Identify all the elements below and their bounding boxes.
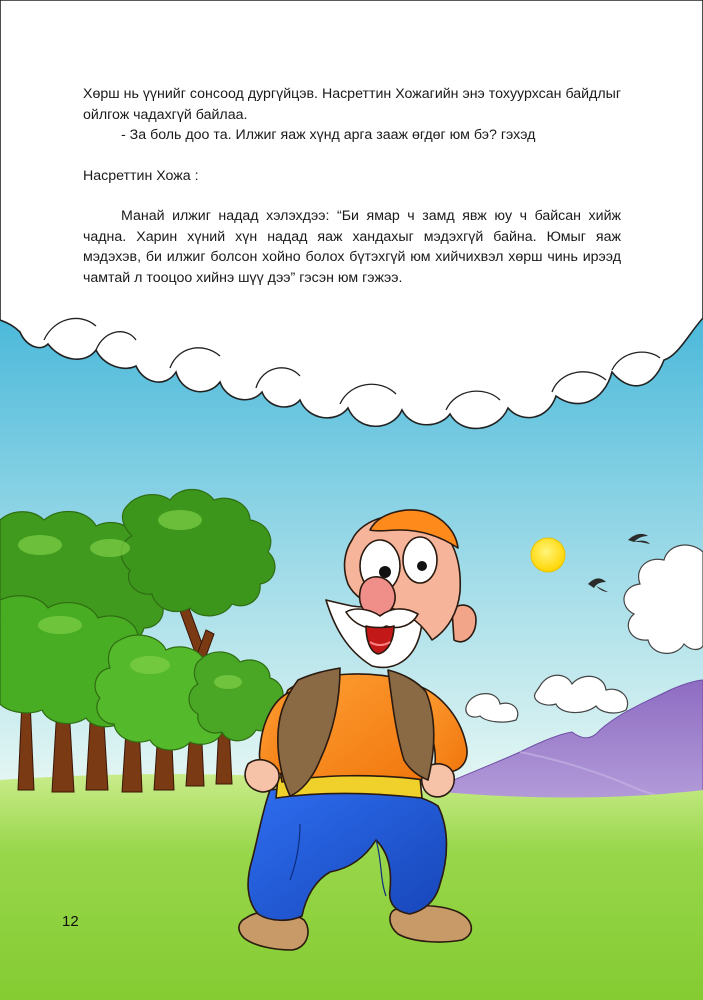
speaker-label: Насреттин Хожа : [83, 167, 199, 184]
left-hand [245, 760, 279, 792]
paragraph-2: Манай илжиг надад хэлэхдээ: “Би ямар ч замд явж юу ч байсан хийж чадна. Харин хүний хүн надад яаж хандахыг мэдэхгүй байна. Юмыг яаж мэдэхэв, би илжиг болсон хойно болох бүтэхгүй юм хийчихвэл хөрш чинь ирээд чамтай л тооцоо хийнэ шүү дээ” гэсэн юм гэжээ. [83, 208, 621, 286]
right-eye [403, 537, 437, 583]
paragraph-1: Хөрш нь үүнийг сонсоод дургүйцэв. Насреттин Хожагийн энэ тохуурхсан байдлыг ойлгож чадахгүй байлаа. [83, 86, 621, 123]
sun [531, 538, 565, 572]
dialogue-line: - За боль доо та. Илжиг яаж хүнд арга зааж өгдөг юм бэ? гэхэд [121, 127, 536, 143]
story-text [83, 84, 621, 288]
page-number: 12 [62, 913, 79, 930]
